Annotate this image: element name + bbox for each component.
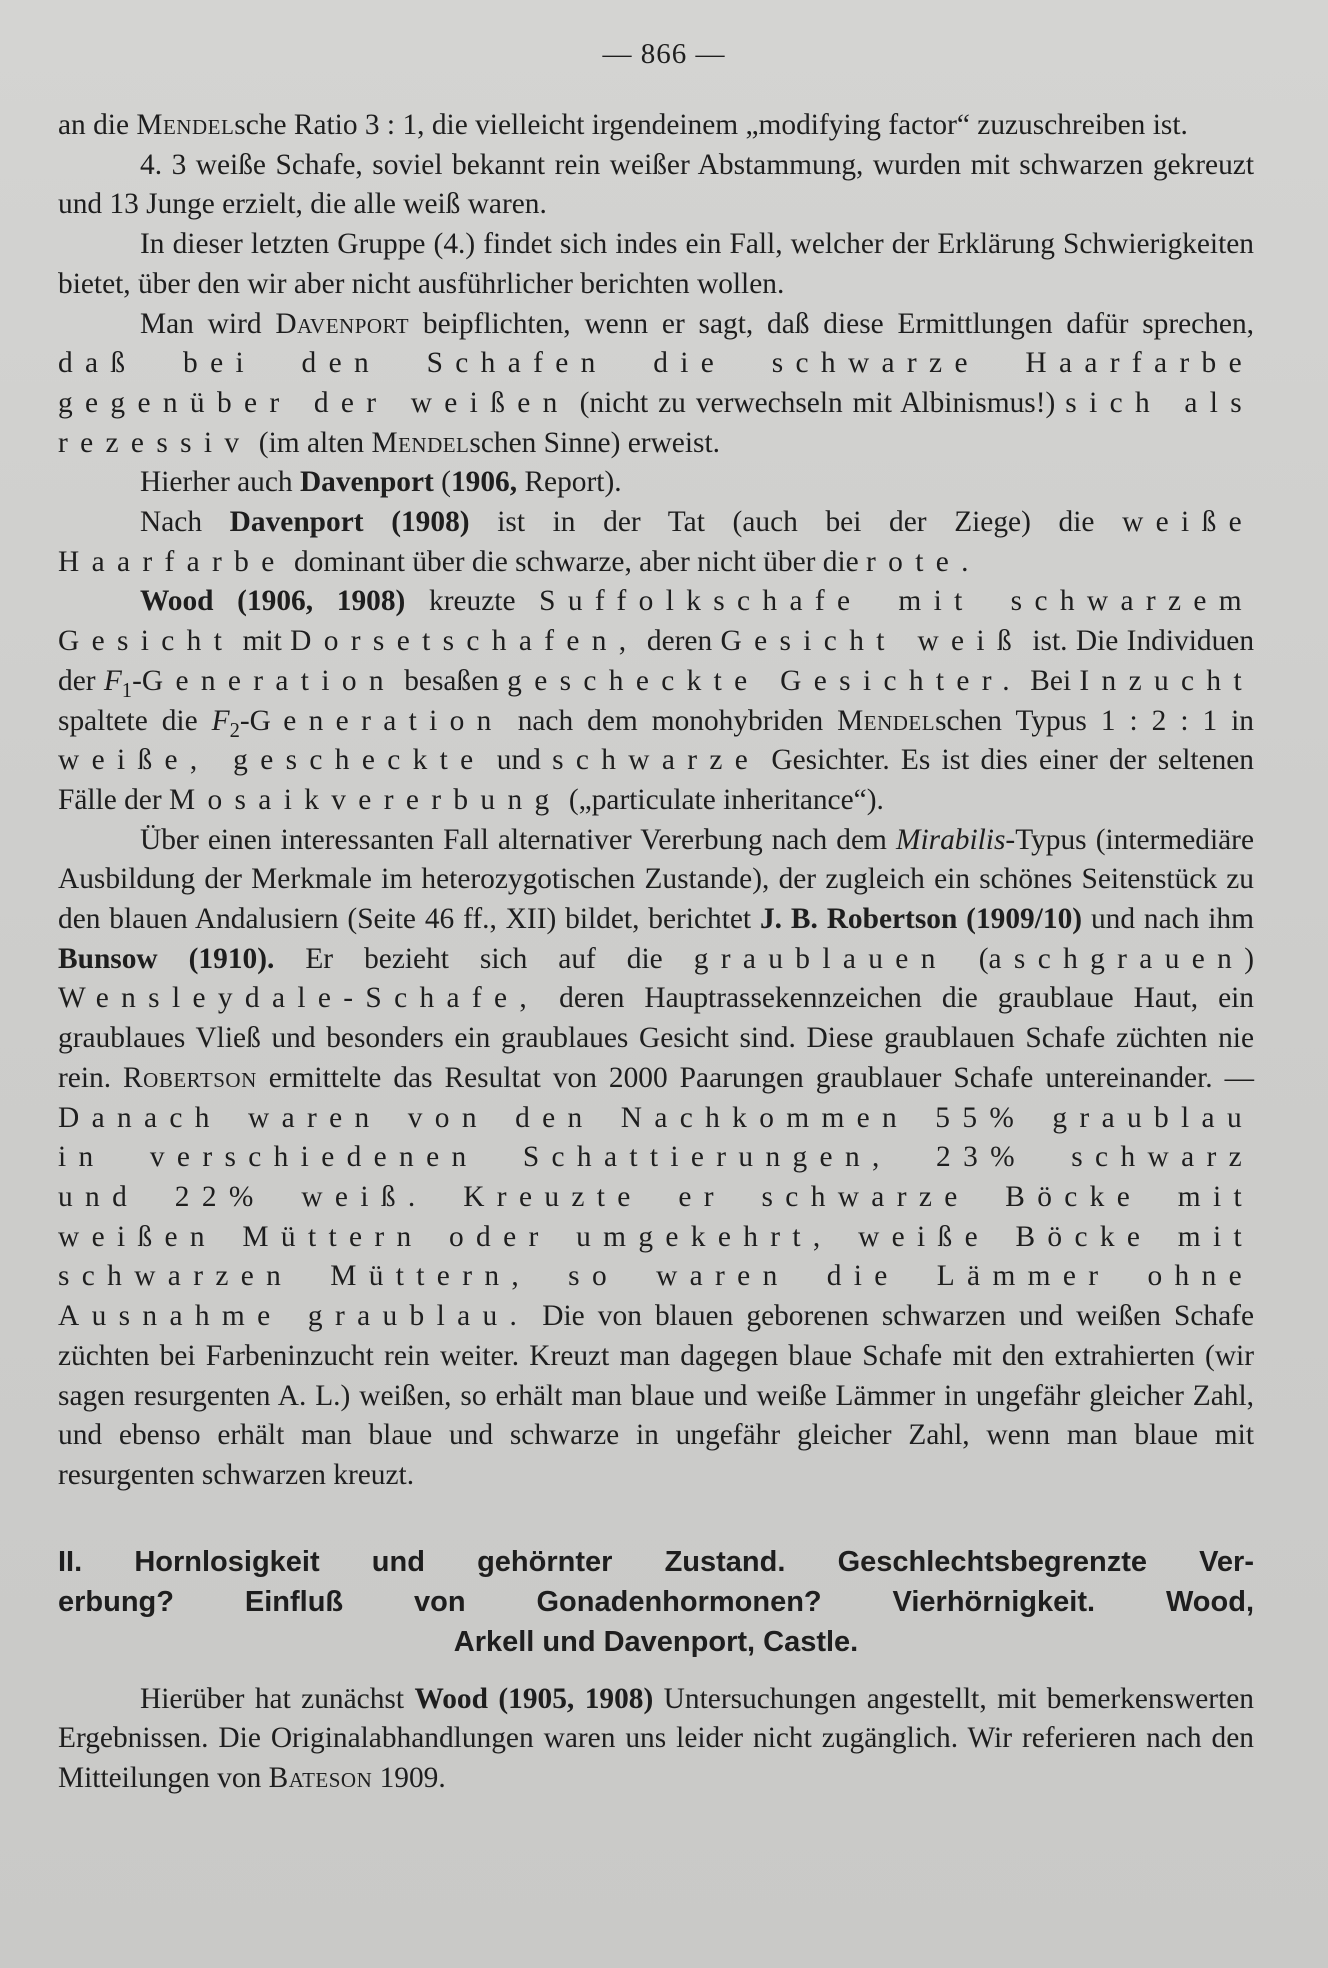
text-run: schen Typus 1 : 2 : 1 in xyxy=(935,704,1254,737)
text-run: deren xyxy=(638,625,721,658)
text-run-sc: Robertson xyxy=(123,1061,257,1094)
paragraph-closing xyxy=(58,1680,1254,1799)
text-run-sc: Davenport xyxy=(275,307,410,340)
text-run: - xyxy=(132,664,142,697)
text-run: Nach xyxy=(140,506,230,539)
section-heading-line-3: Arkell und Davenport, Castle. xyxy=(453,1625,859,1658)
text-run: ist. Die Individuen der xyxy=(58,625,1255,697)
text-run: Bei xyxy=(1022,664,1080,697)
text-run-sp: weiße, gescheckte xyxy=(58,744,486,777)
text-run-it: F xyxy=(211,704,230,737)
text-run-sc: Bateson xyxy=(268,1762,373,1795)
text-run: - xyxy=(239,704,250,737)
text-run-bd: Davenport (1908) xyxy=(229,506,470,539)
text-run-sp: Mosaikvererbung xyxy=(169,783,562,816)
text-run: dominant über die schwarze, aber nicht über die xyxy=(286,545,867,578)
paragraph-davenport-1908 xyxy=(58,503,1254,582)
text-run: Man wird xyxy=(140,307,276,340)
text-run-sc: Mendel xyxy=(371,426,470,459)
text-run-bd: 1906, xyxy=(450,466,518,499)
text-run: an die xyxy=(58,109,137,141)
text-run: spaltete die xyxy=(58,704,212,737)
section-heading-line-2: erbung? Einfluß von Gonadenhormonen? Vierhörnigkeit. Wood, xyxy=(58,1585,1254,1618)
text-run-sp: Wensleydale-Schafe, xyxy=(58,982,540,1015)
text-run: 1909. xyxy=(372,1762,446,1795)
text-run: besaßen xyxy=(395,664,508,697)
text-run-sc: Mendel xyxy=(136,109,235,141)
text-run: nach dem monohybriden xyxy=(503,704,838,737)
text-run: deren Hauptrassekennzeichen die graublaue Haut, ein graublaues Vließ und besonders ein graublaues Gesicht sind. Diese graublauen Schafe züchten nie rein. xyxy=(58,982,1254,1094)
text-run: und nach ihm xyxy=(1082,903,1254,936)
text-run: Er bezieht sich auf die xyxy=(274,942,694,975)
text-run: Untersuchungen angestellt, mit bemerkenswerten Ergebnissen. Die Originalabhandlungen waren uns leider nicht zugänglich. Wir referieren nach den Mitteilungen von xyxy=(58,1682,1254,1795)
text-run-bd: Davenport xyxy=(299,466,434,499)
text-run-sp: rote xyxy=(866,545,962,578)
text-run: Report). xyxy=(517,466,622,499)
text-run-sp: Dorsetschafen, xyxy=(290,625,639,658)
text-run: ( xyxy=(947,942,989,975)
text-run: (im alten xyxy=(251,426,372,459)
text-run-it: Mirabilis xyxy=(895,823,1006,856)
text-run: Gesichter. Es ist dies einer der seltenen Fälle der xyxy=(58,744,1254,816)
text-run: ist in der Tat (auch bei der Ziege) die xyxy=(469,506,1123,539)
text-run-sp: graublauen xyxy=(693,942,948,975)
text-run: und xyxy=(485,744,553,777)
text-run: Über einen interessanten Fall alternativer Vererbung nach dem xyxy=(140,823,896,856)
text-run: kreuzte xyxy=(405,585,540,618)
paragraph-robertson xyxy=(58,821,1254,1496)
section-heading-line-1: II. Hornlosigkeit und gehörnter Zustand. Geschlechtsbegrenzte Ver- xyxy=(58,1545,1254,1578)
paragraph-exception xyxy=(58,225,1254,304)
text-run-sc: Mendel xyxy=(837,704,936,737)
paragraph-continuation xyxy=(58,106,1254,146)
text-run-it: F xyxy=(103,664,122,697)
text-run: . xyxy=(961,545,969,578)
page-number: — 866 — xyxy=(602,38,726,70)
text-run: Hierüber hat zunächst xyxy=(140,1682,415,1715)
text-run: (nicht zu verwechseln mit Albinismus!) xyxy=(569,386,1066,419)
text-run: ermittelte das Resultat von 2000 Paarungen graublauer Schafe untereinander. — xyxy=(256,1061,1255,1094)
text-run-sp: Generation xyxy=(141,664,396,697)
text-run-sp: Gesicht weiß xyxy=(720,625,1024,658)
paragraph-wood xyxy=(58,582,1254,820)
text-run-bd: Bunsow (1910). xyxy=(58,942,275,975)
text-run-bd: Wood (1906, 1908) xyxy=(140,585,406,618)
text-run: schen Sinne) erweist. xyxy=(469,426,720,459)
text-run: Die von blauen geborenen schwarzen und weißen Schafe züchten bei Farbeninzucht rein weiter. Kreuzt man dagegen blaue Schafe mit den extrahierten (wir sagen resurgenten A. L.) weißen, so erhält man blaue und weiße Lämmer in ungefähr gleicher Zahl, und ebenso erhält man blaue und schwarze in ungefähr gleicher Zahl, wenn man blaue mit resurgenten schwarzen kreuzt. xyxy=(58,1300,1255,1491)
text-run-sp: Danach waren von den Nachkommen 55% graublau in verschiedenen Schattierungen, 23% schwarz und 22% weiß. Kreuzte er schwarze Böcke mit weißen Müttern oder umgekehrt, weiße Böcke mit schwarzen Müttern, so waren die Lämmer ohne Ausnahme graublau. xyxy=(58,1101,1254,1333)
text-run-bd: Wood (1905, 1908) xyxy=(414,1682,654,1715)
text-run: -Typus (intermediäre Ausbildung der Merkmale im heterozygotischen Zustande), der zugleich ein schönes Seitenstück zu den blauen Andalusiern (Seite 46 ff., XII) bildet, berichtet xyxy=(58,823,1254,936)
paragraph-group-4 xyxy=(58,146,1254,225)
text-run: ) xyxy=(1244,942,1254,975)
text-run: ( xyxy=(433,466,451,499)
text-run-sp: sich als rezessiv xyxy=(58,386,1255,459)
body-text xyxy=(58,106,1254,1799)
text-run: sche Ratio 3 : 1, die vielleicht irgendeinem „modifying factor“ zuzuschreiben ist. xyxy=(234,109,1188,141)
text-run-sp: Inzucht xyxy=(1079,664,1254,697)
text-run-sp: daß bei den Schafen die schwarze Haarfarbe gegenüber der weißen xyxy=(58,347,1254,419)
text-run: mit xyxy=(234,625,291,658)
text-run-bd: J. B. Robertson (1909/10) xyxy=(759,903,1083,936)
text-run-sp: weiße Haarfarbe xyxy=(58,506,1255,578)
paragraph-davenport-conclusion xyxy=(58,305,1254,464)
text-run-sp: gescheckte Gesichter. xyxy=(507,664,1023,697)
text-run-sp: aschgrauen xyxy=(988,942,1245,975)
text-run: 4. 3 weiße Schafe, soviel bekannt rein weißer Abstammung, wurden mit schwarzen gekreuzt und 13 Junge erzielt, die alle weiß waren. xyxy=(58,148,1254,221)
section-heading xyxy=(58,1542,1254,1662)
text-run-sub: 2 xyxy=(229,719,240,742)
paragraph-davenport-1906 xyxy=(58,463,1254,503)
text-run-sp: schwarze xyxy=(552,744,761,777)
text-run: beipflichten, wenn er sagt, daß diese Ermittlungen dafür sprechen, xyxy=(409,307,1254,340)
text-run-sp: Suffolkschafe mit schwarzem Gesicht xyxy=(58,585,1254,658)
text-run-sub: 1 xyxy=(121,679,133,702)
text-run: („particulate inheritance“). xyxy=(561,783,884,816)
text-run: Hierher auch xyxy=(140,466,300,499)
text-run: In dieser letzten Gruppe (4.) findet sich indes ein Fall, welcher der Erklärung Schwierigkeiten bietet, über den wir aber nicht ausführlicher berichten wollen. xyxy=(58,228,1254,300)
text-run-sp: Generation xyxy=(249,704,504,737)
